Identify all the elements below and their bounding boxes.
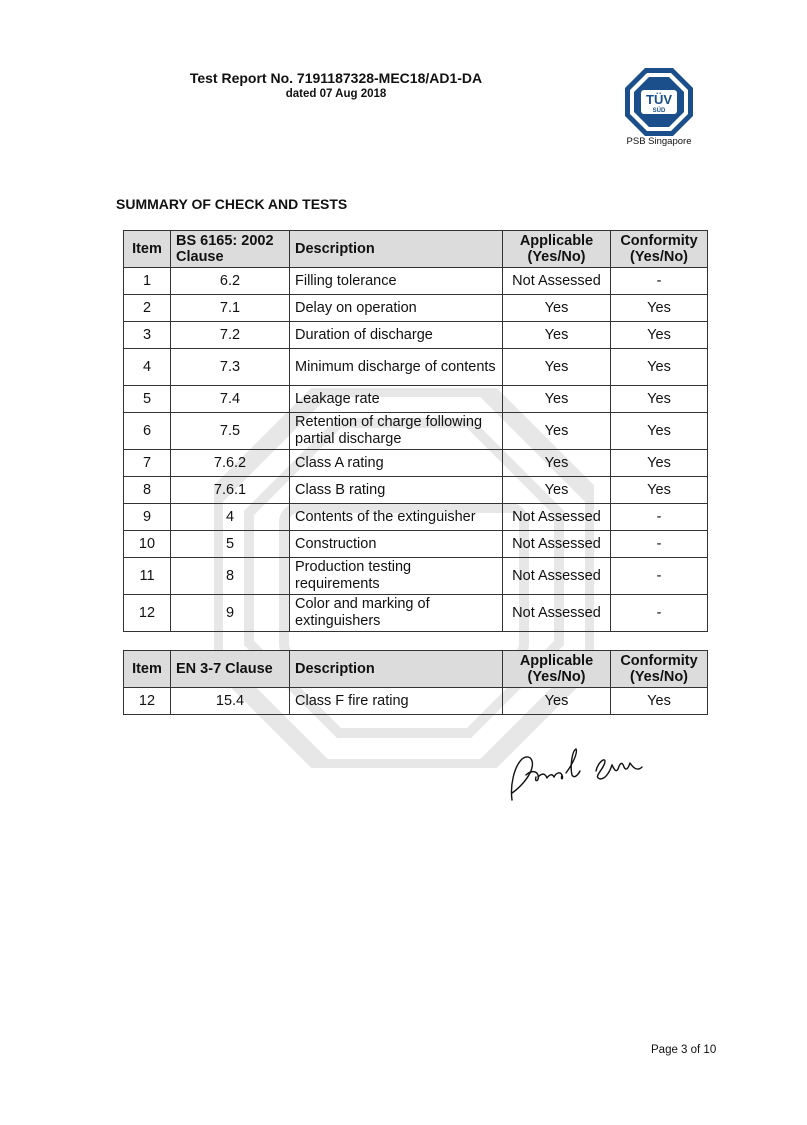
- cell-conformity: -: [611, 531, 708, 558]
- cell-description: Class B rating: [290, 477, 503, 504]
- cell-conformity: Yes: [611, 477, 708, 504]
- cell-description: Construction: [290, 531, 503, 558]
- col-header-description: Description: [290, 651, 503, 688]
- col-header-conformity: Conformity (Yes/No): [611, 651, 708, 688]
- table-row: [124, 349, 708, 386]
- table-row: [124, 450, 708, 477]
- cell-description: Delay on operation: [290, 295, 503, 322]
- cell-item: 3: [124, 322, 171, 349]
- cell-applicable: Yes: [503, 477, 611, 504]
- cell-item: 10: [124, 531, 171, 558]
- table-row: [124, 531, 708, 558]
- cell-conformity: Yes: [611, 386, 708, 413]
- cell-applicable: Yes: [503, 688, 611, 715]
- table-header-row: [124, 651, 708, 688]
- table-row: [124, 595, 708, 632]
- cell-description: Class F fire rating: [290, 688, 503, 715]
- cell-description: Class A rating: [290, 450, 503, 477]
- cell-item: 12: [124, 688, 171, 715]
- cell-applicable: Not Assessed: [503, 268, 611, 295]
- cell-clause: 9: [171, 595, 290, 632]
- cell-description: Duration of discharge: [290, 322, 503, 349]
- cell-conformity: -: [611, 504, 708, 531]
- cell-conformity: -: [611, 558, 708, 595]
- logo-subtext: SÜD: [652, 108, 666, 114]
- cell-item: 9: [124, 504, 171, 531]
- cell-description: Contents of the extinguisher: [290, 504, 503, 531]
- cell-conformity: Yes: [611, 295, 708, 322]
- col-header-item: Item: [124, 651, 171, 688]
- cell-description: Color and marking of extinguishers: [290, 595, 503, 632]
- table-row: [124, 688, 708, 715]
- cell-clause: 7.5: [171, 413, 290, 450]
- cell-item: 11: [124, 558, 171, 595]
- cell-conformity: -: [611, 268, 708, 295]
- cell-item: 8: [124, 477, 171, 504]
- cell-applicable: Yes: [503, 295, 611, 322]
- col-header-description: Description: [290, 231, 503, 268]
- cell-conformity: Yes: [611, 413, 708, 450]
- signature: [500, 745, 665, 805]
- en3-7-summary-table: [123, 650, 708, 715]
- cell-clause: 7.2: [171, 322, 290, 349]
- cell-clause: 7.6.2: [171, 450, 290, 477]
- cell-clause: 7.1: [171, 295, 290, 322]
- cell-description: Retention of charge following partial discharge: [290, 413, 503, 450]
- col-header-conformity: Conformity (Yes/No): [611, 231, 708, 268]
- cell-item: 5: [124, 386, 171, 413]
- cell-clause: 8: [171, 558, 290, 595]
- cell-clause: 15.4: [171, 688, 290, 715]
- cell-applicable: Yes: [503, 413, 611, 450]
- cell-clause: 6.2: [171, 268, 290, 295]
- table-row: [124, 295, 708, 322]
- col-header-clause: EN 3-7 Clause: [171, 651, 290, 688]
- cell-conformity: Yes: [611, 450, 708, 477]
- cell-item: 1: [124, 268, 171, 295]
- table-row: [124, 413, 708, 450]
- col-header-applicable: Applicable (Yes/No): [503, 651, 611, 688]
- cell-item: 7: [124, 450, 171, 477]
- table-header-row: [124, 231, 708, 268]
- logo-text: TÜV: [646, 92, 672, 107]
- cell-item: 4: [124, 349, 171, 386]
- cell-clause: 5: [171, 531, 290, 558]
- cell-applicable: Not Assessed: [503, 595, 611, 632]
- cell-clause: 7.3: [171, 349, 290, 386]
- cell-applicable: Not Assessed: [503, 504, 611, 531]
- cell-item: 6: [124, 413, 171, 450]
- table-row: [124, 504, 708, 531]
- report-date: dated 07 Aug 2018: [285, 88, 387, 100]
- cell-conformity: Yes: [611, 349, 708, 386]
- cell-item: 12: [124, 595, 171, 632]
- table-row: [124, 386, 708, 413]
- logo-caption: PSB Singapore: [626, 136, 692, 147]
- col-header-item: Item: [124, 231, 171, 268]
- cell-description: Leakage rate: [290, 386, 503, 413]
- col-header-clause: BS 6165: 2002 Clause: [171, 231, 290, 268]
- cell-description: Production testing requirements: [290, 558, 503, 595]
- report-number: Test Report No. 7191187328-MEC18/AD1-DA: [189, 70, 483, 86]
- cell-applicable: Yes: [503, 322, 611, 349]
- tuv-sud-logo: [625, 68, 693, 136]
- table-row: [124, 477, 708, 504]
- cell-conformity: -: [611, 595, 708, 632]
- cell-applicable: Not Assessed: [503, 531, 611, 558]
- cell-clause: 7.4: [171, 386, 290, 413]
- table-row: [124, 268, 708, 295]
- bs6165-summary-table: [123, 230, 708, 632]
- cell-applicable: Yes: [503, 386, 611, 413]
- cell-description: Minimum discharge of contents: [290, 349, 503, 386]
- col-header-applicable: Applicable (Yes/No): [503, 231, 611, 268]
- table-row: [124, 322, 708, 349]
- cell-applicable: Yes: [503, 450, 611, 477]
- section-title: SUMMARY OF CHECK AND TESTS: [116, 196, 348, 212]
- page-number: Page 3 of 10: [651, 1044, 717, 1056]
- cell-applicable: Not Assessed: [503, 558, 611, 595]
- cell-conformity: Yes: [611, 322, 708, 349]
- cell-conformity: Yes: [611, 688, 708, 715]
- cell-clause: 4: [171, 504, 290, 531]
- cell-applicable: Yes: [503, 349, 611, 386]
- table-row: [124, 558, 708, 595]
- cell-item: 2: [124, 295, 171, 322]
- cell-clause: 7.6.1: [171, 477, 290, 504]
- cell-description: Filling tolerance: [290, 268, 503, 295]
